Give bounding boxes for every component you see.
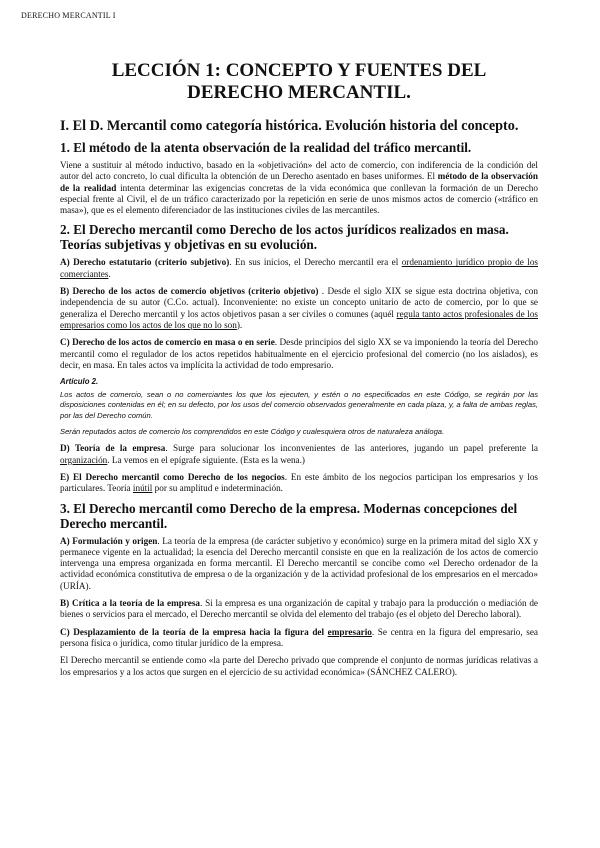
lesson-title-line2: DERECHO MERCANTIL. — [187, 82, 411, 103]
text-run: . En este ámbito de los negocios participan los empresarios y los particulares. Teoría — [60, 471, 538, 494]
bold-run: B) Crítica a la teoría de la empresa — [60, 598, 201, 609]
text-run: Viene a sustituir al método inductivo, basado en la «objetivación» del acto de comercio, con indiferencia de la condición del autor del acto concreto, lo cual dificulta la obtención de un Derecho asentado en bases uniformes. El — [60, 160, 538, 182]
paragraph-2c — [60, 337, 538, 371]
article-quote-1: Los actos de comercio, sean o no comerciantes los que los ejecuten, y estén o no especificados en este Código, se regirán por las disposiciones contenidas en él; en su defecto, por los usos del comercio observados generalmente en cada plaza, y, a falta de ambas reglas, por las del Derecho común. — [60, 390, 538, 420]
text-run: . La vemos en el epígrafe siguiente. (Esta es la wena.) — [107, 454, 305, 465]
paragraph-2e — [60, 472, 538, 495]
paragraph-3-final: El Derecho mercantil se entiende como «la parte del Derecho privado que comprende el conjunto de normas jurídicas relativas a los empresarios y a los actos que surgen en el ejercicio de su actividad económica» (SÁNCHEZ CALERO). — [60, 655, 538, 677]
paragraph-2b — [60, 286, 538, 331]
subsection-3-heading: 3. El Derecho mercantil como Derecho de la empresa. Modernas concepciones del Derecho mercantil. — [60, 500, 518, 531]
bold-run: C) Derecho de los actos de comercio en masa o en serie — [60, 337, 275, 348]
running-header: DERECHO MERCANTIL I — [21, 11, 116, 20]
text-run: . Desde principios del siglo XX se va imponiendo la teoría del Derecho mercantil como el regulador de los actos repetidos habitualmente en el ejercicio profesional del comercio (no los aislados), es decir, en masa. En tales actos va implícita la actividad de todo empresario. — [60, 337, 538, 370]
document-body — [60, 60, 538, 684]
lesson-title-line1: LECCIÓN 1: CONCEPTO Y FUENTES DEL — [111, 60, 487, 81]
bold-run: A) Formulación y origen — [60, 535, 158, 546]
text-run: . Si la empresa es una organización de capital y trabajo para la producción o mediación de bienes o servicios para el mercado, el Derecho mercantil se olvida del elemento del trabajo (es el objeto del Derecho laboral). — [60, 598, 538, 620]
lesson-title — [60, 60, 538, 104]
text-run: . La teoría de la empresa (de carácter subjetivo y económico) surge en la primera mitad del siglo XX y permanece vigente en la actualidad; la esencia del Derecho mercantil consiste en que en la realización de los actos de comercio intervenga una empresa organizada en forma mercantil. El Derecho mercantil se concibe como «el Derecho ordenador de la actividad económica constitutiva de empresa o de la organización y de la actividad profesional de los empresarios en el mercado» (URÍA). — [60, 535, 539, 591]
paragraph-2a — [60, 257, 538, 280]
subsection-1-heading: 1. El método de la atenta observación de la realidad del tráfico mercantil. — [60, 140, 472, 155]
underlined-run: ordenamiento jurídico propio de los comerciantes — [60, 257, 538, 279]
text-run: por su amplitud e indeterminación. — [152, 483, 283, 494]
bold-run: C) Desplazamiento de la teoría de la empresa hacia la figura del — [60, 626, 328, 637]
text-run: . Surge para solucionar los inconvenientes de las anteriores, jugando un papel preferente la — [165, 443, 538, 454]
underlined-run: organización — [60, 454, 108, 465]
text-run: . — [108, 268, 111, 279]
text-run: . Se centra en la figura del empresario, sea persona física o jurídica, como titular jurídico de la empresa. — [60, 626, 538, 648]
text-run: . Desde el siglo XIX se sigue esta doctrina objetiva, con independencia de su autor (C.Co. actual). Inconveniente: no existe un concepto unitario de acto de comercio, por lo que se generaliza el Derecho mercantil y los actos objetivos pasan a ser civiles o comunes (aquél — [60, 286, 538, 319]
bold-run: B) Derecho de los actos de comercio objetivos (criterio objetivo) — [60, 286, 319, 297]
bold-run: A) Derecho estatutario (criterio subjetivo) — [60, 257, 230, 268]
section-heading: I. El D. Mercantil como categoría histórica. Evolución historia del concepto. — [60, 118, 519, 134]
paragraph-3c — [60, 627, 538, 650]
paragraph-2d — [60, 443, 538, 466]
bold-run: E) El Derecho mercantil como Derecho de los negocios — [60, 471, 285, 482]
text-run: . En sus inicios, el Derecho mercantil era el — [229, 257, 402, 268]
article-quote-2: Serán reputados actos de comercio los comprendidos en este Código y cualesquiera otros de naturaleza análoga. — [60, 427, 445, 437]
subsection-2-heading: 2. El Derecho mercantil como Derecho de los actos jurídicos realizados en masa. Teorías subjetivas y objetivas en su evolución. — [60, 222, 509, 253]
paragraph-3a — [60, 536, 538, 592]
text-run: ). — [236, 319, 243, 330]
subsection-1-paragraph — [60, 160, 538, 216]
underlined-run: regula tanto actos profesionales de los empresarios como los actos de los que no lo son — [60, 308, 538, 330]
paragraph-3b — [60, 598, 538, 621]
bold-underlined-run: empresario — [327, 626, 372, 637]
bold-run: D) Teoría de la empresa — [60, 443, 166, 454]
article-label: Artículo 2. — [60, 377, 99, 387]
bold-run: método de la observación de la realidad — [60, 171, 538, 193]
text-run: intenta determinar las exigencias concretas de la vida económica que conllevan la formación de un Derecho especial frente al Civil, el de un tráfico caracterizado por la repetición en serie de unos mismos actos de comercio («tráfico en masa»), que es el elemento diferenciador de las instituciones civiles de las mercantiles. — [60, 182, 538, 216]
underlined-run: inútil — [132, 483, 153, 494]
